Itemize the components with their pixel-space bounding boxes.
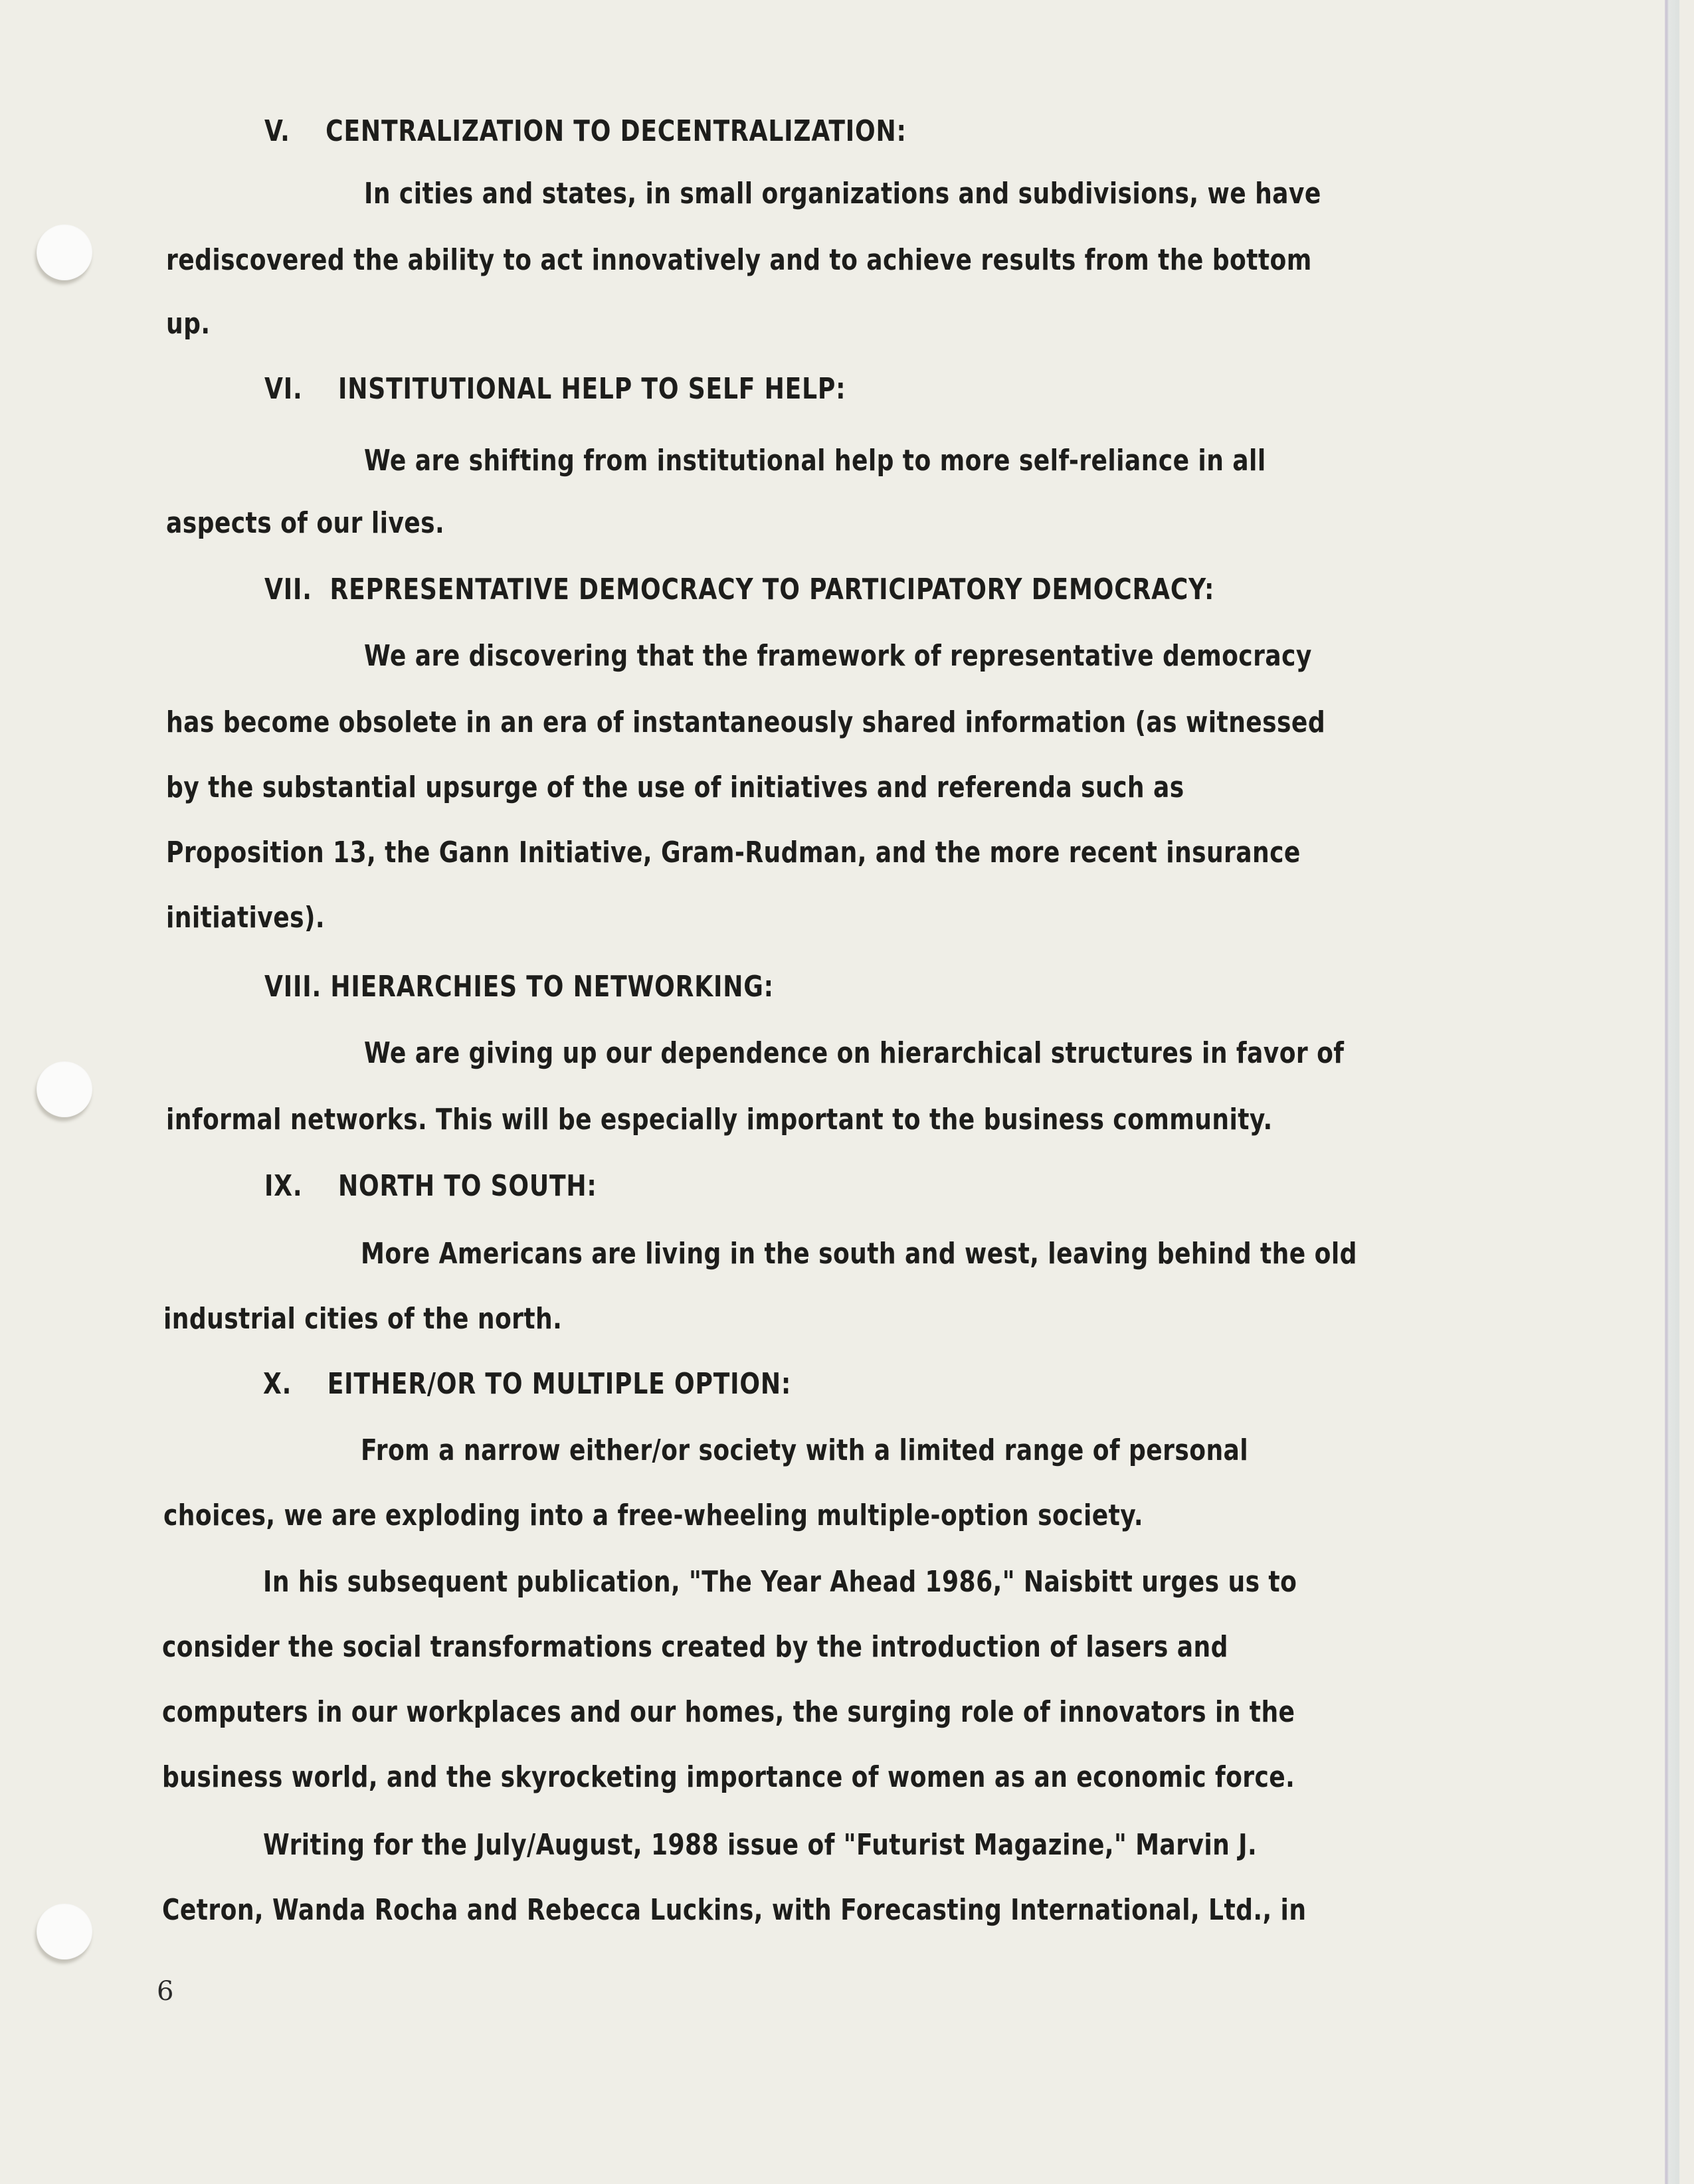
body-line: We are shifting from institutional help to more self-reliance in all xyxy=(364,444,1266,478)
section-numeral: V. xyxy=(264,114,290,148)
body-line: initiatives). xyxy=(166,901,325,935)
section-title: HIERARCHIES TO NETWORKING: xyxy=(330,970,774,1004)
body-line: In cities and states, in small organizations and subdivisions, we have xyxy=(364,177,1321,211)
body-line: computers in our workplaces and our homes, the surging role of innovators in the xyxy=(162,1695,1295,1729)
hole-punch-top xyxy=(37,225,92,280)
section-heading-x xyxy=(263,1367,791,1401)
body-line: informal networks. This will be especially important to the business community. xyxy=(166,1103,1273,1137)
section-numeral: VIII. xyxy=(264,970,322,1004)
section-title: NORTH TO SOUTH: xyxy=(337,1169,597,1203)
hole-punch-bottom xyxy=(37,1904,92,1959)
section-title: EITHER/OR TO MULTIPLE OPTION: xyxy=(327,1367,792,1401)
body-line: up. xyxy=(166,307,211,341)
section-heading-ix xyxy=(264,1169,597,1203)
body-line: In his subsequent publication, "The Year Ahead 1986," Naisbitt urges us to xyxy=(263,1565,1297,1599)
body-line: business world, and the skyrocketing importance of women as an economic force. xyxy=(162,1760,1295,1794)
body-line: consider the social transformations created by the introduction of lasers and xyxy=(162,1630,1228,1664)
body-line: More Americans are living in the south and west, leaving behind the old xyxy=(361,1237,1357,1271)
body-line: industrial cities of the north. xyxy=(163,1302,563,1336)
section-title: INSTITUTIONAL HELP TO SELF HELP: xyxy=(338,372,846,406)
section-title: REPRESENTATIVE DEMOCRACY TO PARTICIPATORY DEMOCRACY: xyxy=(329,573,1215,606)
body-line: has become obsolete in an era of instantaneously shared information (as witnessed xyxy=(166,705,1326,739)
section-heading-vii xyxy=(264,573,1214,606)
body-line: Proposition 13, the Gann Initiative, Gram-Rudman, and the more recent insurance xyxy=(166,836,1301,869)
body-line: Writing for the July/August, 1988 issue of "Futurist Magazine," Marvin J. xyxy=(263,1828,1258,1862)
section-numeral: IX. xyxy=(264,1169,303,1203)
page-edge-strip xyxy=(1665,0,1679,2184)
section-numeral: VI. xyxy=(264,372,303,406)
body-line: From a narrow either/or society with a limited range of personal xyxy=(361,1433,1249,1467)
section-heading-viii xyxy=(264,970,774,1004)
section-numeral: X. xyxy=(263,1367,292,1401)
section-heading-vi xyxy=(264,372,846,406)
body-line: rediscovered the ability to act innovatively and to achieve results from the bottom xyxy=(166,243,1312,277)
body-line: We are discovering that the framework of representative democracy xyxy=(364,639,1312,673)
body-line: aspects of our lives. xyxy=(166,506,445,540)
body-line: We are giving up our dependence on hierarchical structures in favor of xyxy=(364,1036,1345,1070)
section-title: CENTRALIZATION TO DECENTRALIZATION: xyxy=(326,114,907,148)
section-numeral: VII. xyxy=(264,573,312,606)
section-heading-v xyxy=(264,114,907,148)
body-line: choices, we are exploding into a free-wheeling multiple-option society. xyxy=(163,1499,1144,1532)
body-line: by the substantial upsurge of the use of initiatives and referenda such as xyxy=(166,771,1184,804)
hole-punch-middle xyxy=(37,1061,92,1117)
page-number: 6 xyxy=(157,1976,174,2007)
body-line: Cetron, Wanda Rocha and Rebecca Luckins, with Forecasting International, Ltd., in xyxy=(162,1893,1307,1927)
